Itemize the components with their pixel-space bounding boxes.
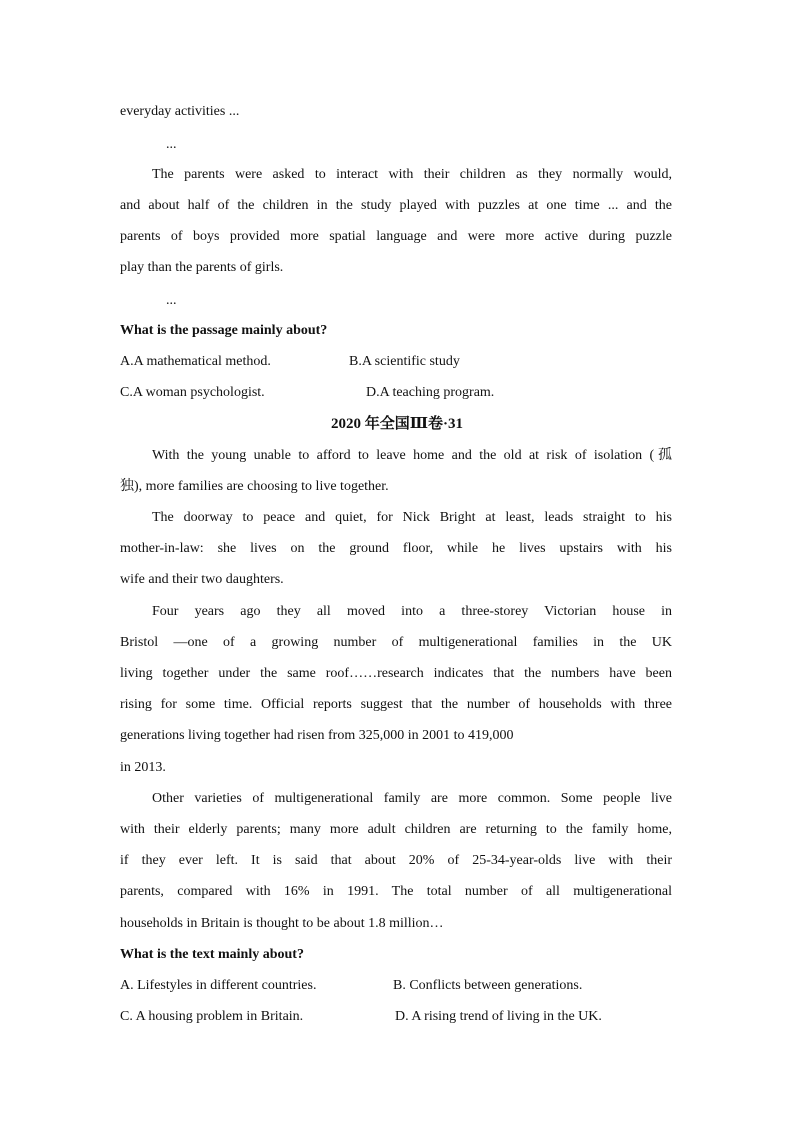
passage2-line-8: living together under the same roof……research indicates that the numbers have been — [120, 666, 672, 681]
passage2-line-15: parents, compared with 16% in 1991. The total number of all multigenerational — [120, 884, 672, 899]
passage2-line-2: 独), more families are choosing to live together. — [120, 479, 389, 494]
passage2-line-13: with their elderly parents; many more adult children are returning to the family home, — [120, 822, 672, 837]
passage2-line-6: Four years ago they all moved into a three-storey Victorian house in — [152, 604, 672, 619]
passage2-line-7: Bristol —one of a growing number of multigenerational families in the UK — [120, 635, 672, 650]
passage2-line-10: generations living together had risen from 325,000 in 2001 to 419,000 — [120, 728, 514, 743]
question2-option-d: D. A rising trend of living in the UK. — [395, 1009, 602, 1024]
question2-option-a: A. Lifestyles in different countries. — [120, 978, 317, 993]
passage1-line-1: everyday activities ... — [120, 104, 240, 119]
passage1-line-6: play than the parents of girls. — [120, 260, 284, 275]
passage2-line-9: rising for some time. Official reports suggest that the number of households with three — [120, 697, 672, 712]
passage2-line-4: mother-in-law: she lives on the ground floor, while he lives upstairs with his — [120, 541, 672, 556]
question1-option-d: D.A teaching program. — [366, 385, 495, 400]
question1-option-c: C.A woman psychologist. — [120, 385, 265, 400]
passage2-line-16: households in Britain is thought to be about 1.8 million… — [120, 916, 444, 931]
question1-text: What is the passage mainly about? — [120, 323, 328, 338]
question2-text: What is the text mainly about? — [120, 947, 304, 962]
passage1-line-5: parents of boys provided more spatial language and were more active during puzzle — [120, 229, 672, 244]
passage2-line-11: in 2013. — [120, 760, 166, 775]
passage1-line-4: and about half of the children in the study played with puzzles at one time ... and the — [120, 198, 672, 213]
passage2-line-14: if they ever left. It is said that about 20% of 25-34-year-olds live with their — [120, 853, 672, 868]
question1-option-a: A.A mathematical method. — [120, 354, 271, 369]
question1-option-b: B.A scientific study — [349, 354, 460, 369]
passage1-line-3: The parents were asked to interact with their children as they normally would, — [152, 167, 672, 182]
section-heading: 2020 年全国Ⅲ卷·31 — [330, 416, 464, 432]
passage1-ellipsis-1: ... — [166, 137, 177, 152]
passage2-line-3: The doorway to peace and quiet, for Nick Bright at least, leads straight to his — [152, 510, 672, 525]
passage2-line-1: With the young unable to afford to leave home and the old at risk of isolation (孤 — [152, 448, 672, 463]
question2-option-b: B. Conflicts between generations. — [393, 978, 583, 993]
passage1-ellipsis-2: ... — [166, 293, 177, 308]
passage2-line-12: Other varieties of multigenerational family are more common. Some people live — [152, 791, 672, 806]
passage2-line-5: wife and their two daughters. — [120, 572, 284, 587]
question2-option-c: C. A housing problem in Britain. — [120, 1009, 304, 1024]
